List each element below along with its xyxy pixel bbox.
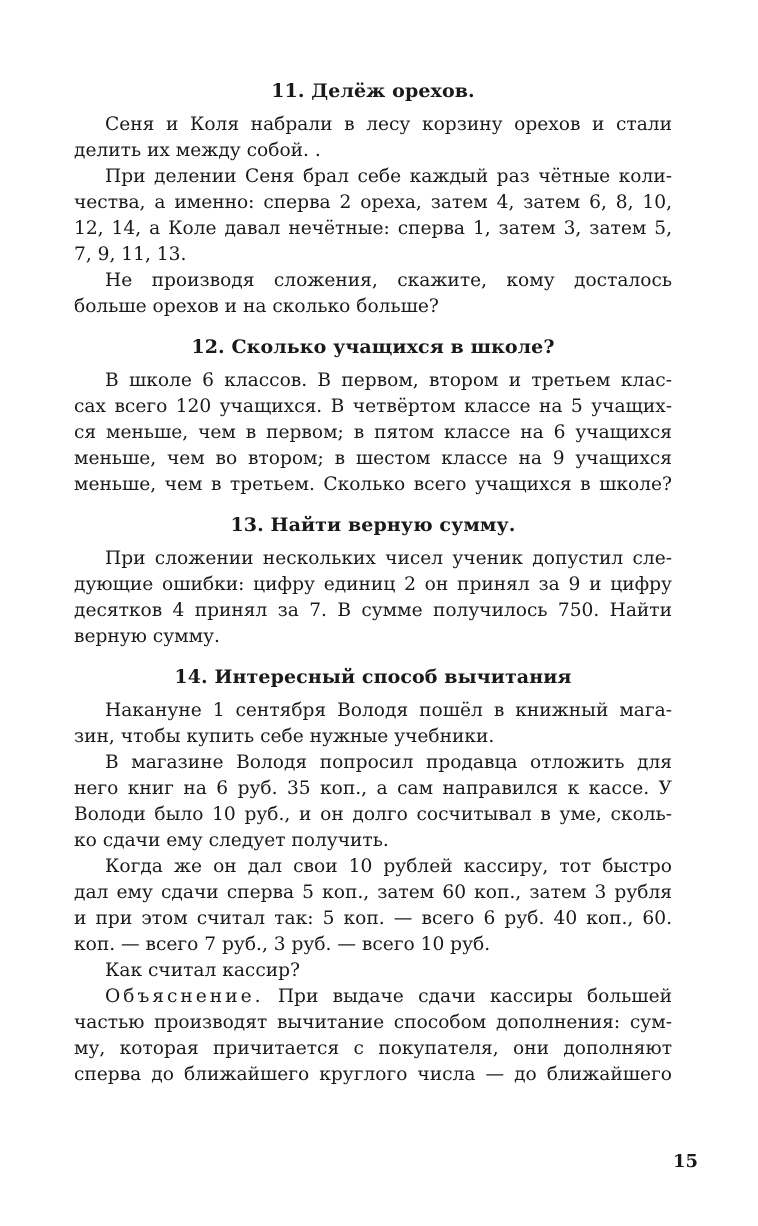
- text-line: частью производят вычитание способом дополнения: сум-: [74, 1012, 672, 1033]
- text-line: дующие ошибки: цифру единиц 2 он принял за 9 и цифру: [74, 574, 672, 595]
- text-line: Накануне 1 сентября Володя пошёл в книжный мага-: [105, 700, 672, 721]
- page-number: 15: [672, 1151, 698, 1172]
- text-line: В школе 6 классов. В первом, втором и третьем клас-: [105, 370, 672, 391]
- problem-section: [74, 512, 672, 650]
- text-line: больше орехов и на сколько больше?: [74, 296, 439, 317]
- text-line: и при этом считал так: 5 коп. — всего 6 руб. 40 коп., 60.: [74, 908, 672, 929]
- problem-section: [74, 334, 672, 498]
- text-line: му, которая причитается с покупателя, они дополняют: [74, 1038, 672, 1059]
- explanation-label: Объяснение.: [105, 986, 264, 1007]
- explanation-first-line: [74, 984, 672, 1010]
- text-line: меньше, чем в третьем. Сколько всего учащихся в школе?: [74, 474, 672, 495]
- section-gap: [74, 320, 672, 334]
- text-line: делить их между собой. .: [74, 140, 321, 161]
- text-line: чества, а именно: сперва 2 ореха, затем 4, затем 6, 8, 10,: [74, 192, 672, 213]
- text-line: коп. — всего 7 руб., 3 руб. — всего 10 руб.: [74, 934, 491, 955]
- text-line: зин, чтобы купить себе нужные учебники.: [74, 726, 495, 747]
- text-line: меньше, чем во втором; в шестом классе на 9 учащихся: [74, 448, 672, 469]
- text-line: дал ему сдачи сперва 5 коп., затем 60 коп., затем 3 рубля: [74, 882, 672, 903]
- problem-title: 12. Сколько учащихся в школе?: [191, 336, 555, 358]
- text-line: сперва до ближайшего круглого числа — до ближайшего: [74, 1064, 672, 1085]
- section-gap: [74, 650, 672, 664]
- problem-section: [74, 78, 672, 320]
- text-line: Володи было 10 руб., и он долго сосчитывал в уме, сколь-: [74, 804, 672, 825]
- text-line: сах всего 120 учащихся. В четвёртом классе на 5 учащих-: [74, 396, 672, 417]
- section-gap: [74, 498, 672, 512]
- problem-title: 11. Делёж орехов.: [271, 80, 475, 102]
- text-line: Сеня и Коля набрали в лесу корзину орехов и стали: [105, 114, 672, 135]
- explanation-block: [74, 984, 672, 1088]
- text-line: 7, 9, 11, 13.: [74, 244, 187, 265]
- text-line: Когда же он дал свои 10 рублей кассиру, тот быстро: [105, 856, 672, 877]
- text-line: Как считал кассир?: [105, 960, 300, 981]
- text-line: Не производя сложения, скажите, кому досталось: [105, 270, 672, 291]
- problem-title: 13. Найти верную сумму.: [230, 514, 516, 536]
- text-line: него книг на 6 руб. 35 коп., а сам направился к кассе. У: [74, 778, 672, 799]
- text-line: десятков 4 принял за 7. В сумме получилось 750. Найти: [74, 600, 672, 621]
- text-line: При сложении нескольких чисел ученик допустил сле-: [105, 548, 672, 569]
- text-line: В магазине Володя попросил продавца отложить для: [105, 752, 672, 773]
- text-line: 12, 14, а Коле давал нечётные: сперва 1, затем 3, затем 5,: [74, 218, 672, 239]
- text-line: ко сдачи ему следует получить.: [74, 830, 389, 851]
- problem-title: 14. Интересный способ вычитания: [174, 666, 572, 688]
- explanation-lines: [74, 1010, 672, 1088]
- text-line: ся меньше, чем в первом; в пятом классе на 6 учащихся: [74, 422, 672, 443]
- text-line: верную сумму.: [74, 626, 220, 647]
- sections-container: [74, 78, 672, 984]
- page-body: [74, 78, 672, 1088]
- text-line: При делении Сеня брал себе каждый раз чётные коли-: [105, 166, 672, 187]
- problem-section: [74, 664, 672, 984]
- explanation-first-line-rest: При выдаче сдачи кассиры большей: [263, 986, 672, 1007]
